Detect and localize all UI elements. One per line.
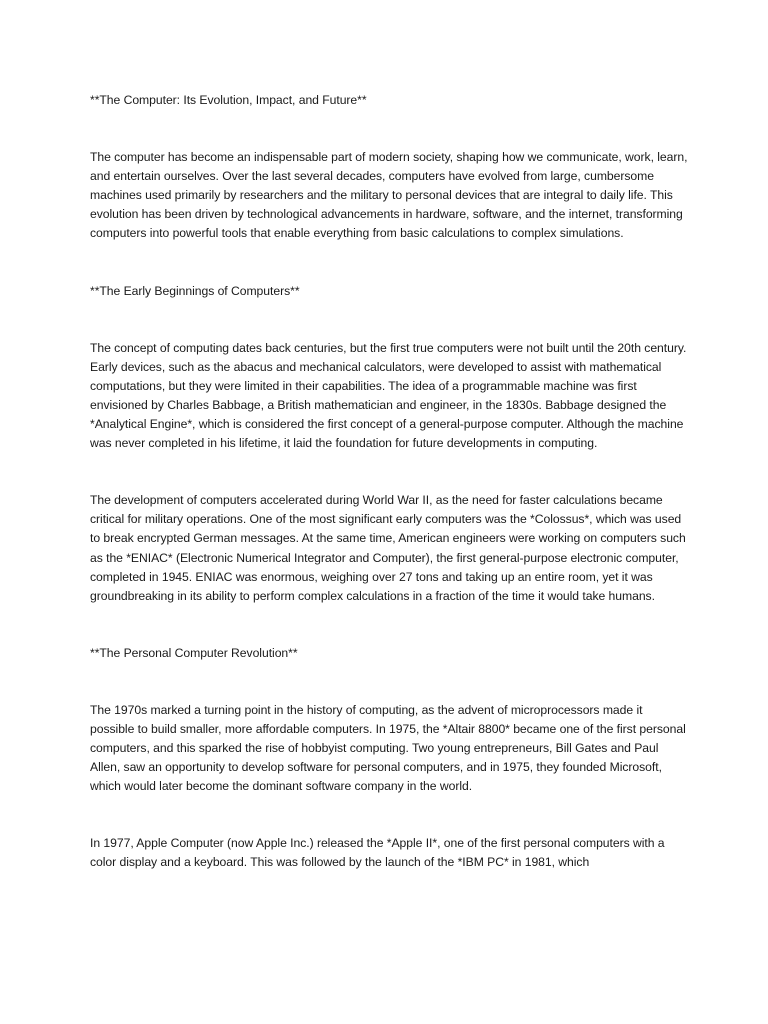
paragraph-early-beginnings-1: The concept of computing dates back centuries, but the first true computers were not built until the 20th century. Early devices, such as the abacus and mechanical calculators, were developed to assist with mathematical computations, but they were limited in their capabilities. The idea of a programmable machine was first envisioned by Charles Babbage, a British mathematician and engineer, in the 1830s. Babbage designed the *Analytical Engine*, which is considered the first concept of a general-purpose computer. Although the machine was never completed in his lifetime, it laid the foundation for future developments in computing.: [90, 340, 687, 451]
paragraph-early-beginnings-2: The development of computers accelerated during World War II, as the need for faster calculations became critical for military operations. One of the most significant early computers was the *Colossus*, which was used to break encrypted German messages. At the same time, American engineers were working on computers such as the *ENIAC* (Electronic Numerical Integrator and Computer), the first general-purpose electronic computer, completed in 1945. ENIAC was enormous, weighing over 27 tons and taking up an entire room, yet it was groundbreaking in its ability to perform complex calculations in a fraction of the time it would take humans.: [90, 493, 686, 603]
intro-paragraph: The computer has become an indispensable part of modern society, shaping how we communicate, work, learn, and entertain ourselves. Over the last several decades, computers have evolved from large, cumbersome machines used primarily by researchers and the military to personal devices that are integral to daily life. This evolution has been driven by technological advancements in hardware, software, and the internet, transforming computers into powerful tools that enable everything from basic calculations to complex simulations.: [90, 150, 688, 241]
document-title: **The Computer: Its Evolution, Impact, and Future**: [90, 93, 367, 107]
paragraph-personal-computer-2: In 1977, Apple Computer (now Apple Inc.) released the *Apple II*, one of the first personal computers with a color display and a keyboard. This was followed by the launch of the *IBM PC* in 1981, which: [90, 836, 665, 870]
paragraph-personal-computer-1: The 1970s marked a turning point in the history of computing, as the advent of microprocessors made it possible to build smaller, more affordable computers. In 1975, the *Altair 8800* became one of the first personal computers, and this sparked the rise of hobbyist computing. Two young entrepreneurs, Bill Gates and Paul Allen, saw an opportunity to develop software for personal computers, and in 1975, they founded Microsoft, which would later become the dominant software company in the world.: [90, 702, 686, 794]
document-body: [90, 91, 690, 873]
section-heading-early-beginnings: **The Early Beginnings of Computers**: [90, 283, 300, 298]
section-heading-personal-computer: **The Personal Computer Revolution**: [90, 645, 298, 660]
